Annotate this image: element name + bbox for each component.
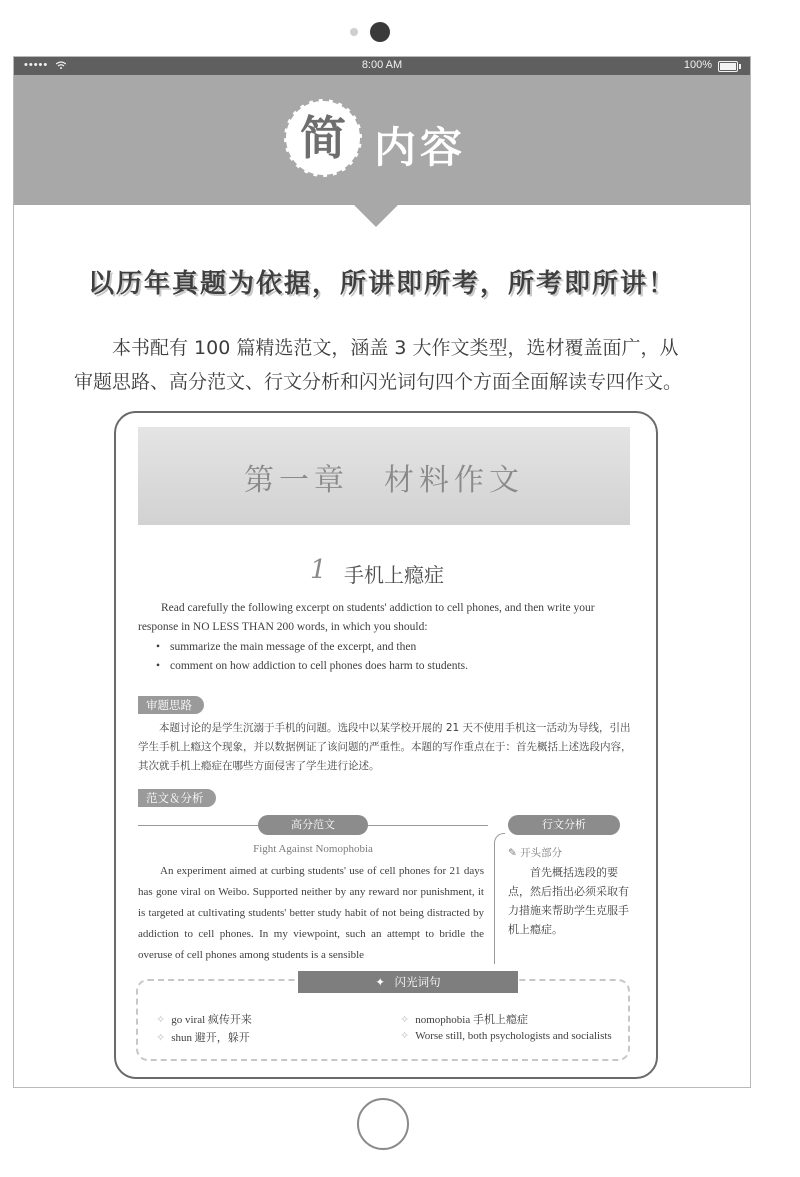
header-notch: [352, 203, 400, 227]
essay-title: Fight Against Nomophobia: [253, 843, 373, 855]
phrase-item: ✧ shun 避开，躲开: [156, 1029, 250, 1045]
pen-icon: ✎: [508, 847, 517, 859]
phrases-label: 闪光词句: [394, 975, 441, 989]
battery-percent: 100%: [683, 59, 712, 71]
status-bar: [14, 57, 750, 75]
intro-paragraph: 本书配有 100 篇精选范文，涵盖 3 大作文类型，选材覆盖面广，从审题思路、高分范文、行文分析和闪光词句四个方面全面解读专四作文。: [74, 337, 683, 393]
section-number: 1: [310, 555, 327, 585]
column-divider: [494, 833, 505, 964]
tag-analysis: 审题思路: [138, 696, 204, 714]
front-camera: [370, 22, 390, 42]
battery-icon: [718, 61, 738, 72]
list-item: • summarize the main message of the excerpt, and then: [156, 638, 626, 657]
list-item: • comment on how addiction to cell phones does harm to students.: [156, 657, 626, 676]
tag-sample: 范文＆分析: [138, 789, 216, 807]
phrase-item: ✧ nomophobia 手机上瘾症: [400, 1011, 528, 1027]
tablet-screen: [13, 56, 751, 1088]
logo-badge: [284, 99, 362, 177]
side-analysis-label: 行文分析: [508, 815, 620, 835]
side-subtitle-text: 开头部分: [520, 847, 563, 859]
camera-indicator: [350, 28, 358, 36]
prompt-bullets: [156, 638, 626, 676]
home-button[interactable]: [357, 1098, 409, 1150]
side-subtitle: [508, 845, 562, 860]
slogan: 以历年真题为依据，所讲即所考，所考即所讲！: [87, 269, 676, 299]
chapter-banner: [138, 427, 630, 525]
chapter-title: 第一章 材料作文: [244, 463, 524, 498]
logo-char: 简: [291, 106, 355, 170]
phrase-item: ✧ go viral 疯传开来: [156, 1011, 252, 1027]
sparkle-icon: ✦: [375, 975, 385, 989]
side-analysis-text: 首先概括选段的要点，然后指出必须采取有力措施来帮助学生克服手机上瘾症。: [508, 866, 629, 936]
sample-essay: [138, 815, 488, 965]
phrases-box: [136, 975, 630, 1061]
essay-prompt: Read carefully the following excerpt on students' addiction to cell phones, and then write your response in NO LESS THAN 200 words, in which you should:: [138, 602, 595, 633]
phrases-banner: [298, 971, 518, 993]
status-time: 8:00 AM: [361, 59, 403, 71]
essay-text: An experiment aimed at curbing students' use of cell phones for 21 days has gone viral on Weibo. Supported neither by any reward nor punishment, it is targeted at cultivating students' better study habit of not being distracted by addiction to cell phones. In my viewpoint, such an attempt to bridle the overuse of cell phones among students is a sensible: [138, 865, 484, 961]
book-page-preview: [114, 411, 658, 1079]
sample-label: 高分范文: [258, 815, 368, 835]
phrase-item: ✧ Worse still, both psychologists and socialists: [400, 1029, 612, 1042]
analysis-text: 本题讨论的是学生沉溺于手机的问题。选段中以某学校开展的 21 天不使用手机这一活动为导线，引出学生手机上瘾这个现象，并以数据例证了该问题的严重性。本题的写作重点在于：首先概括上述选段内容，其次就手机上瘾症在哪些方面侵害了学生进行论述。: [138, 722, 632, 772]
section-title: 手机上瘾症: [344, 563, 444, 587]
page-title: 内容: [374, 123, 467, 172]
signal-strength: •••••: [24, 59, 49, 71]
